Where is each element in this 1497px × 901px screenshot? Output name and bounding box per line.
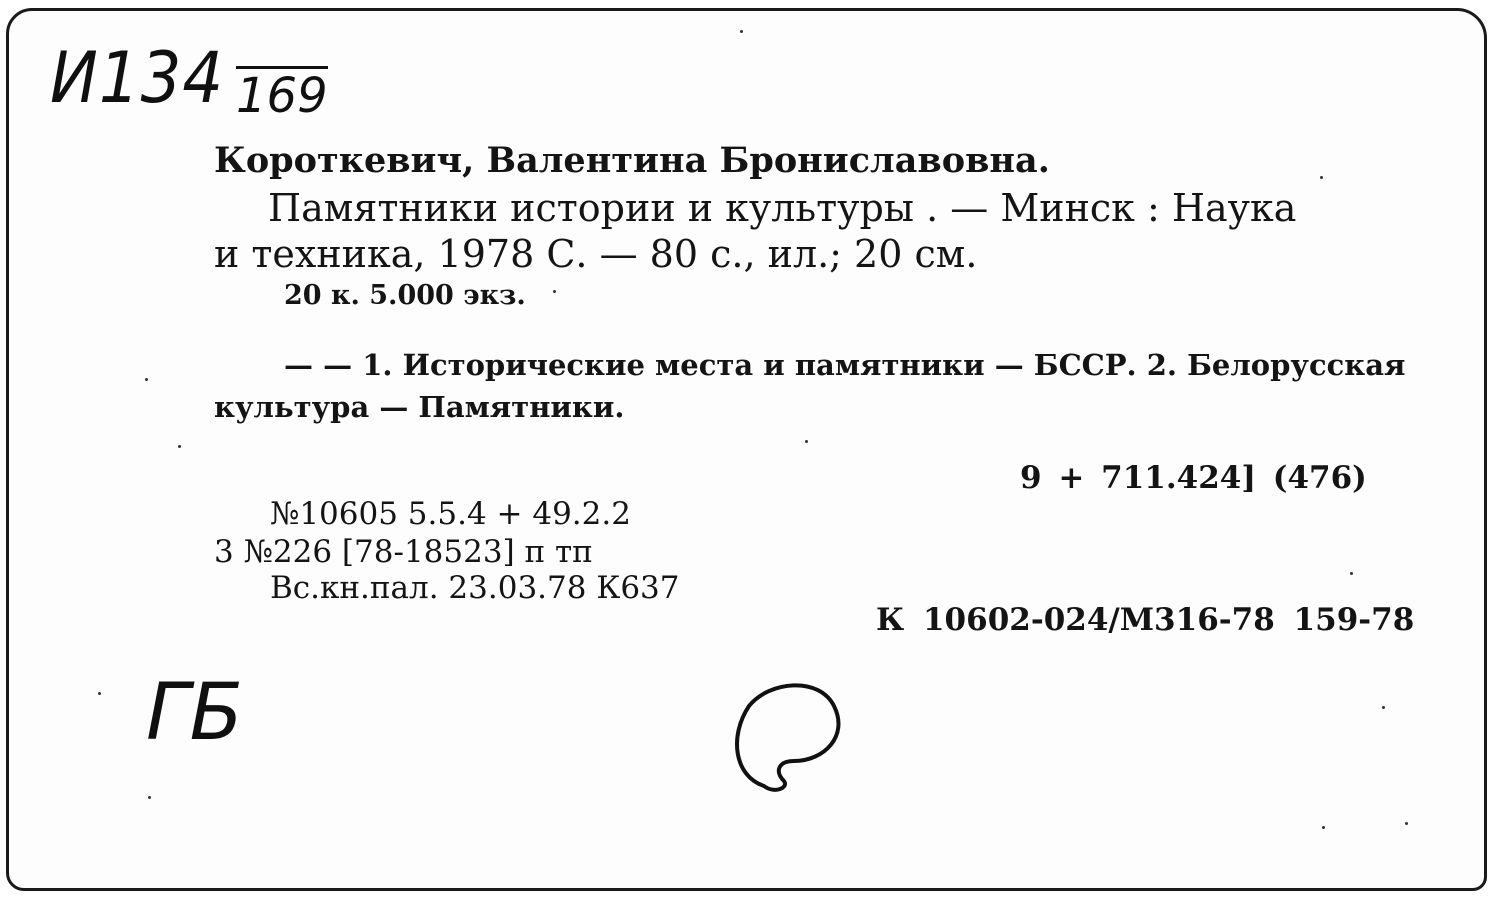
speck — [145, 378, 148, 381]
k-code: К 10602-024/М316-78 159-78 — [876, 602, 1415, 638]
subjects-line-2: культура — Памятники. — [214, 390, 625, 424]
title-line-2: и техника, 1978 С. — 80 с., ил.; 20 см. — [214, 232, 978, 276]
order-line-1: №10605 5.5.4 + 49.2.2 — [270, 496, 631, 532]
speck — [98, 692, 101, 695]
speck — [805, 440, 808, 443]
order-line-3: Вс.кн.пал. 23.03.78 К637 — [270, 570, 680, 606]
shelf-mark: И134 — [50, 38, 225, 120]
handwritten-circle-icon — [724, 676, 854, 806]
speck — [1322, 826, 1325, 829]
speck — [1405, 822, 1408, 825]
speck — [1382, 706, 1385, 709]
order-line-2: 3 №226 [78-18523] п тп — [214, 534, 593, 570]
speck — [1350, 572, 1353, 575]
subjects-line-1: — — 1. Исторические места и памятники — БССР. 2. Белорусская — [284, 348, 1406, 382]
speck — [740, 30, 743, 33]
price-run: 20 к. 5.000 экз. — [284, 280, 526, 311]
speck — [1320, 176, 1323, 179]
title-line-1: Памятники истории и культуры . — Минск : Наука — [268, 186, 1297, 230]
speck — [553, 290, 556, 293]
speck — [178, 445, 181, 448]
udc-classification: 9 + 711.424] (476) — [1020, 460, 1367, 496]
handwritten-mark: ГБ — [146, 668, 243, 758]
author-heading: Короткевич, Валентина Брониславовна. — [214, 140, 1050, 181]
speck — [148, 796, 151, 799]
shelf-mark-sub: 169 — [236, 68, 328, 124]
